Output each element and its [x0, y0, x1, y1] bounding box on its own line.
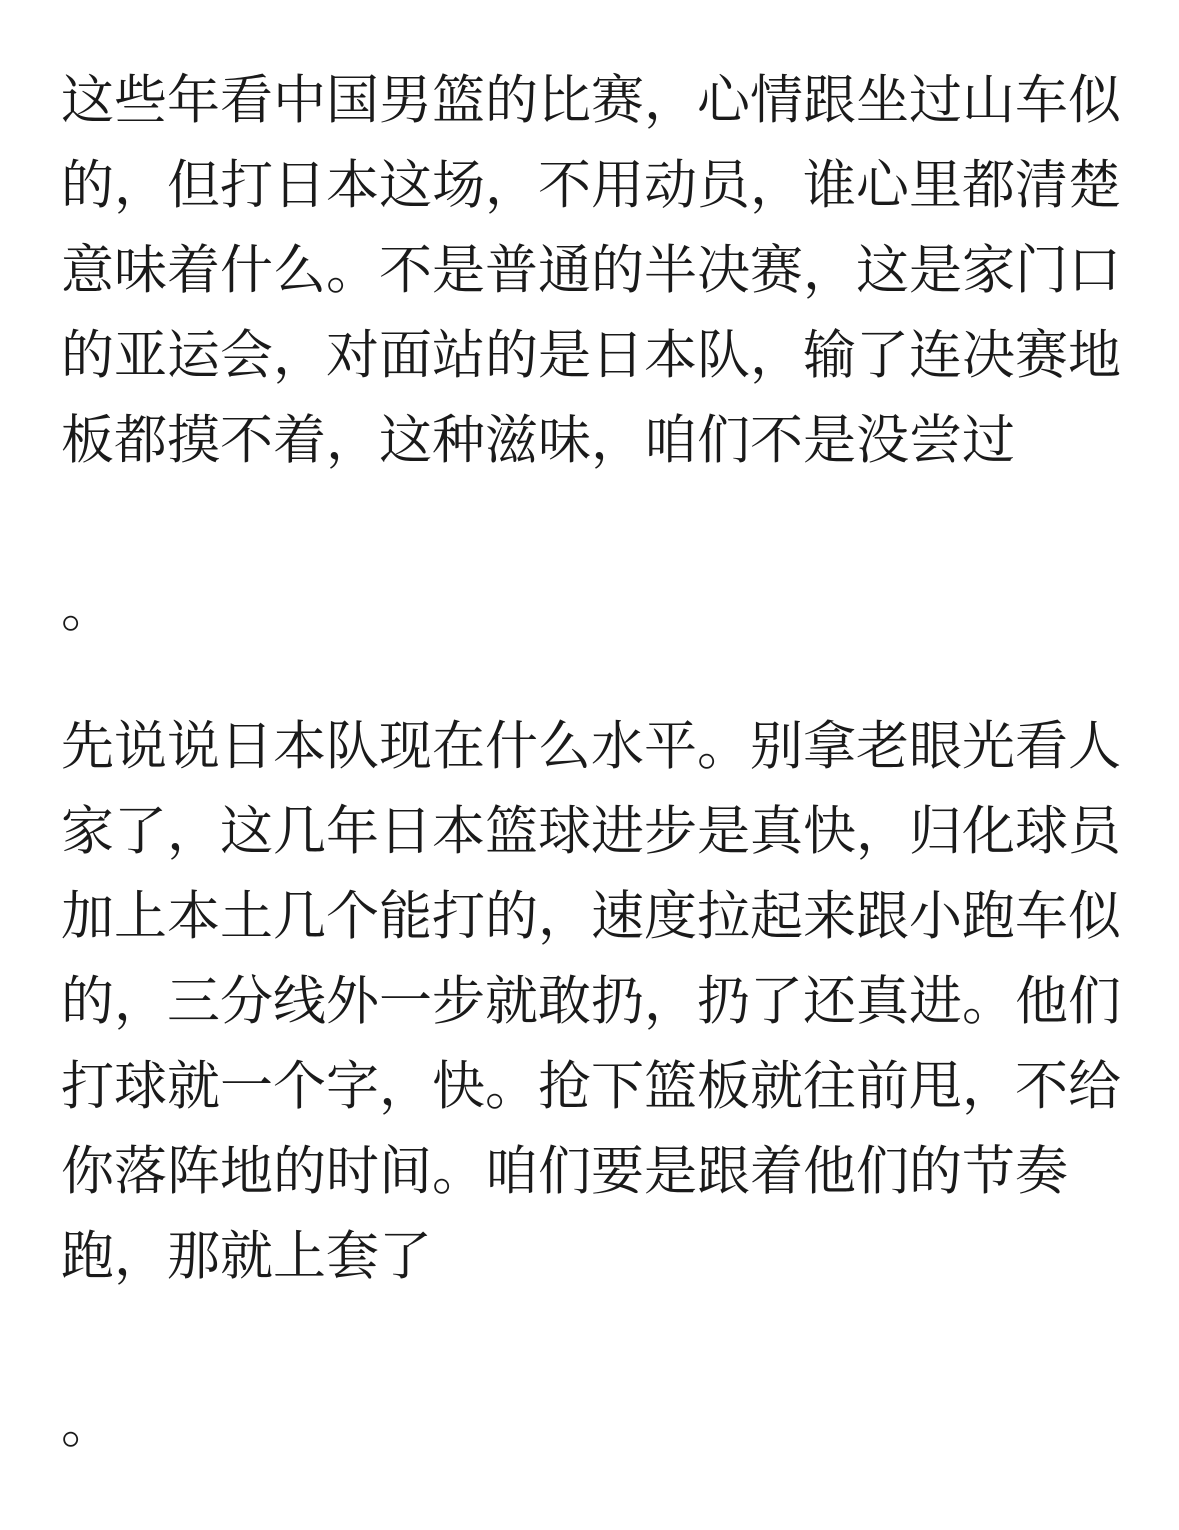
paragraph-period: 。: [61, 578, 114, 639]
paragraph-japan-team: 先说说日本队现在什么水平。别拿老眼光看人家了，这几年日本篮球进步是真快，归化球员加上本土几个能打的，速度拉起来跟小跑车似的，三分线外一步就敢扔，扔了还真进。他们打球就一个字，快。抢下篮板就往前甩，不给你落阵地的时间。咱们要是跟着他们的节奏跑，那就上套了: [61, 716, 1121, 1287]
paragraph-period: 。: [61, 1394, 114, 1455]
paragraph-intro: 这些年看中国男篮的比赛，心情跟坐过山车似的，但打日本这场，不用动员，谁心里都清楚意味着什么。不是普通的半决赛，这是家门口的亚运会，对面站的是日本队，输了连决赛地板都摸不着，这种滋味，咱们不是没尝过: [61, 70, 1121, 471]
